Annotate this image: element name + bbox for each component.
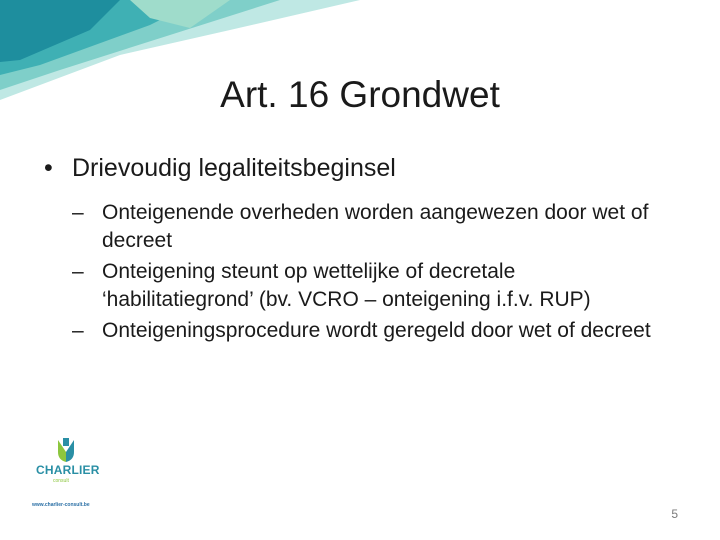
sub-bullet [44,258,672,314]
sub-bullet-text: Onteigeningsprocedure wordt geregeld door wet of decreet [102,319,651,342]
slide-title: Art. 16 Grondwet [220,74,500,115]
bullet-main [44,152,684,185]
sub-bullet [44,317,672,345]
sub-bullet-text: Onteigenende overheden worden aangewezen door wet of decreet [102,201,649,252]
slide-content [44,152,684,348]
dash-icon: – [72,319,84,342]
bullet-main-text: Drievoudig legaliteitsbeginsel [72,154,396,182]
logo-name: CHARLIER [36,463,100,477]
page-number: 5 [671,507,678,521]
sub-bullet [44,199,672,255]
logo-subtitle: consult [53,478,69,484]
bullet-dot-icon: • [44,154,53,182]
dash-icon: – [72,201,84,224]
dash-icon: – [72,260,84,283]
sub-bullet-text: Onteigening steunt op wettelijke of decretale ‘habilitatiegrond’ (bv. VCRO – onteigening i.f.v. RUP) [102,260,591,311]
website-link[interactable]: www.charlier-consult.be [32,502,90,508]
